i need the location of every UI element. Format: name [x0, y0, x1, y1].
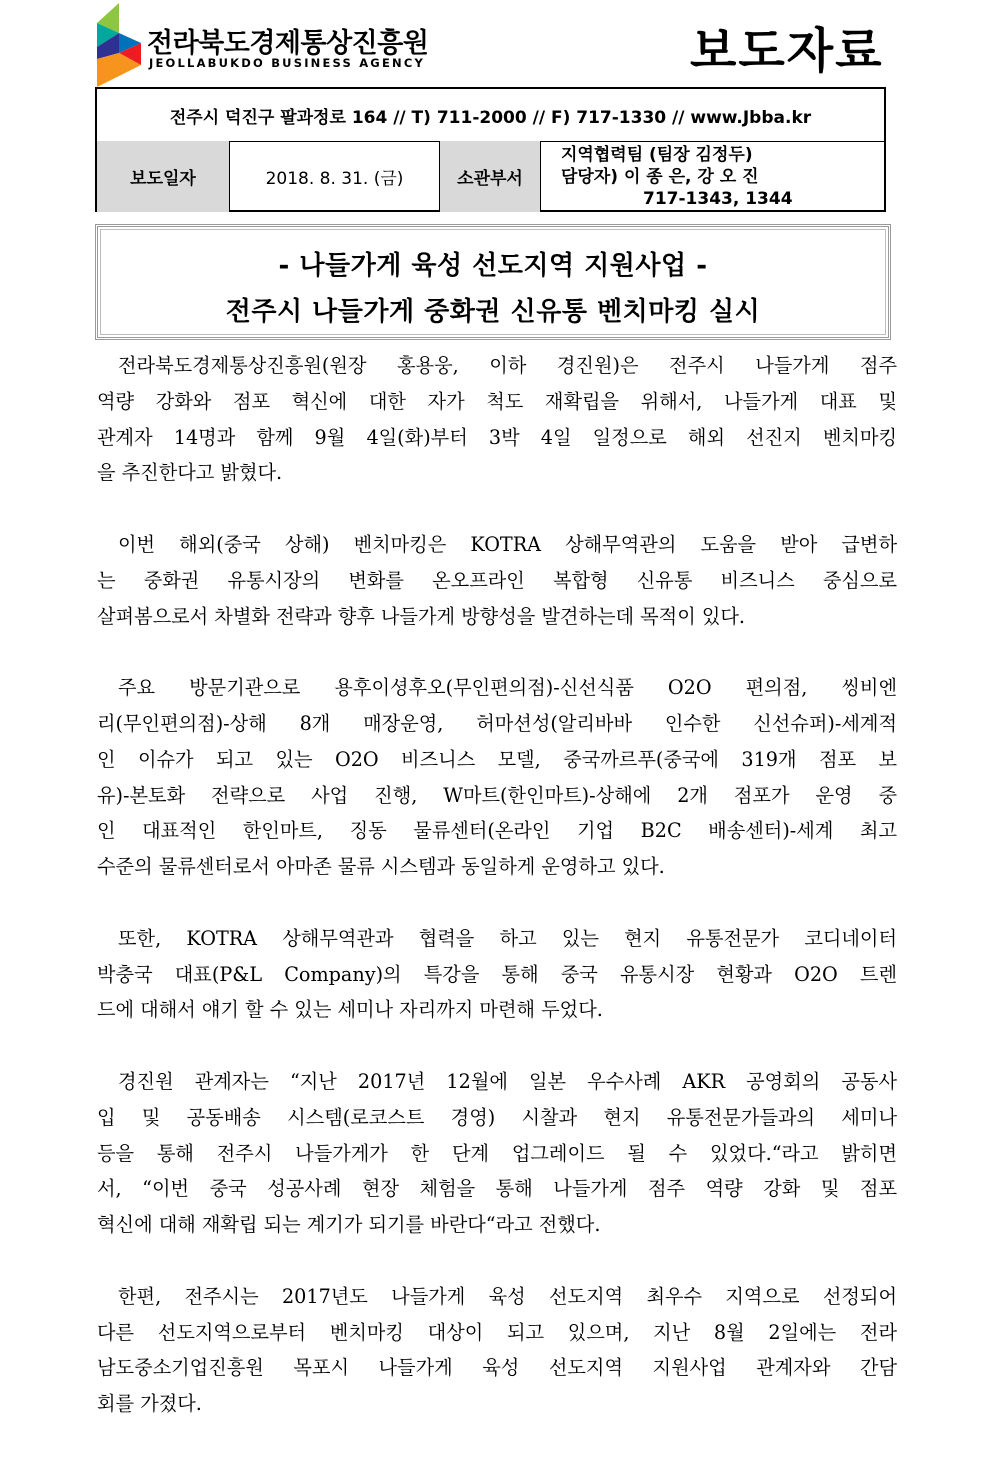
- headline-title: 전주시 나들가게 중화권 신유통 벤치마킹 실시: [225, 297, 761, 327]
- release-date-value: 2018. 8. 31. (금): [230, 141, 440, 212]
- paragraph-line: 수준의 물류센터로서 아마존 물류 시스템과 동일하게 운영하고 있다.: [97, 855, 665, 879]
- org-name-english: JEOLLABUKDO BUSINESS AGENCY: [149, 56, 425, 70]
- logo-emblem-icon: [95, 3, 143, 87]
- paragraph-line: 을 추진한다고 밝혔다.: [97, 461, 283, 485]
- paragraph-line: 전라북도경제통상진흥원(원장 홍용웅, 이하 경진원)은 전주시 나들가게 점주: [118, 354, 897, 377]
- paragraph-line: 주요 방문기관으로 용후이셩후오(무인편의점)-신선식품 O2O 편의점, 씽비엔: [118, 676, 897, 700]
- department-team: 지역협력팀 (팀장 김정두): [561, 145, 753, 165]
- headline-subtitle: - 나들가게 육성 선도지역 지원사업 -: [278, 251, 708, 281]
- paragraph-line: 리(무인편의점)-상해 8개 매장운영, 허마션성(알리바바 인수한 신선슈퍼)-세계적: [97, 711, 897, 735]
- department-phone: 717-1343, 1344: [643, 189, 793, 209]
- paragraph-line: 인 대표적인 한인마트, 징동 물류센터(온라인 기업 B2C 배송센터)-세계 최고: [97, 819, 897, 843]
- paragraph-line: 인 이슈가 되고 있는 O2O 비즈니스 모델, 중국까르푸(중국에 319개 점포 보: [97, 747, 897, 771]
- department-staff: 담당자) 이 종 은, 강 오 진: [561, 167, 759, 187]
- paragraph-line: 역량 강화와 점포 혁신에 대한 자가 척도 재확립을 위해서, 나들가게 대표 및: [97, 389, 897, 413]
- org-name-korean: 전라북도경제통상진흥원: [147, 28, 429, 59]
- paragraph-line: 는 중화권 유통시장의 변화를 온오프라인 복합형 신유통 비즈니스 중심으로: [97, 568, 897, 592]
- release-date-label: 보도일자: [97, 141, 230, 212]
- paragraph-line: 드에 대해서 얘기 할 수 있는 세미나 자리까지 마련해 두었다.: [97, 998, 603, 1022]
- paragraph: [97, 1279, 897, 1422]
- paragraph: [97, 1064, 897, 1243]
- address-line: 전주시 덕진구 팔과정로 164 // T) 711-2000 // F) 717-1330 // www.Jbba.kr: [97, 89, 884, 142]
- paragraph: [97, 527, 897, 634]
- paragraph: [97, 921, 897, 1028]
- paragraph-line: 남도중소기업진흥원 목포시 나들가게 육성 선도지역 지원사업 관계자와 간담: [97, 1356, 897, 1380]
- paragraph-line: 회를 가졌다.: [97, 1392, 202, 1416]
- paragraph-line: 입 및 공동배송 시스템(로코스트 경영) 시찰과 현지 유통전문가들과의 세미나: [97, 1105, 897, 1129]
- paragraph: [97, 348, 897, 491]
- paragraph-line: 서, “이번 중국 성공사례 현장 체험을 통해 나들가게 점주 역량 강화 및 점포: [97, 1177, 897, 1201]
- contact-info-table: [95, 87, 886, 212]
- paragraph-line: 한편, 전주시는 2017년도 나들가게 육성 선도지역 최우수 지역으로 선정되어: [118, 1284, 897, 1308]
- paragraph: [97, 670, 897, 885]
- paragraph-line: 또한, KOTRA 상해무역관과 협력을 하고 있는 현지 유통전문가 코디네이터: [118, 926, 897, 950]
- paragraph-line: 혁신에 대해 재확립 되는 계기가 되기를 바란다“라고 전했다.: [97, 1213, 601, 1237]
- paragraph-line: 이번 해외(중국 상해) 벤치마킹은 KOTRA 상해무역관의 도움을 받아 급변하: [118, 532, 897, 556]
- department-label: 소관부서: [440, 141, 541, 212]
- org-logo: [95, 3, 429, 87]
- paragraph-line: 유)-본토화 전략으로 사업 진행, W마트(한인마트)-상해에 2개 점포가 운영 중: [97, 783, 897, 807]
- department-details: [541, 141, 884, 212]
- paragraph-line: 살펴봄으로서 차별화 전략과 향후 나들가게 방향성을 발견하는데 목적이 있다.: [97, 604, 746, 628]
- paragraph-line: 박충국 대표(P&L Company)의 특강을 통해 중국 유통시장 현황과 O2O 트렌: [97, 962, 897, 986]
- article-body: [97, 348, 897, 1458]
- paragraph-line: 경진원 관계자는 “지난 2017년 12월에 일본 우수사례 AKR 공영회의 공동사: [118, 1069, 897, 1093]
- document-type-heading: 보도자료: [690, 23, 884, 79]
- paragraph-line: 등을 통해 전주시 나들가게가 한 단계 업그레이드 될 수 있었다.“라고 밝히면: [97, 1141, 897, 1165]
- paragraph-line: 다른 선도지역으로부터 벤치마킹 대상이 되고 있으며, 지난 8월 2일에는 전라: [97, 1320, 897, 1344]
- headline-box: [95, 224, 891, 340]
- paragraph-line: 관계자 14명과 함께 9월 4일(화)부터 3박 4일 일정으로 해외 선진지 벤치마킹: [97, 425, 898, 449]
